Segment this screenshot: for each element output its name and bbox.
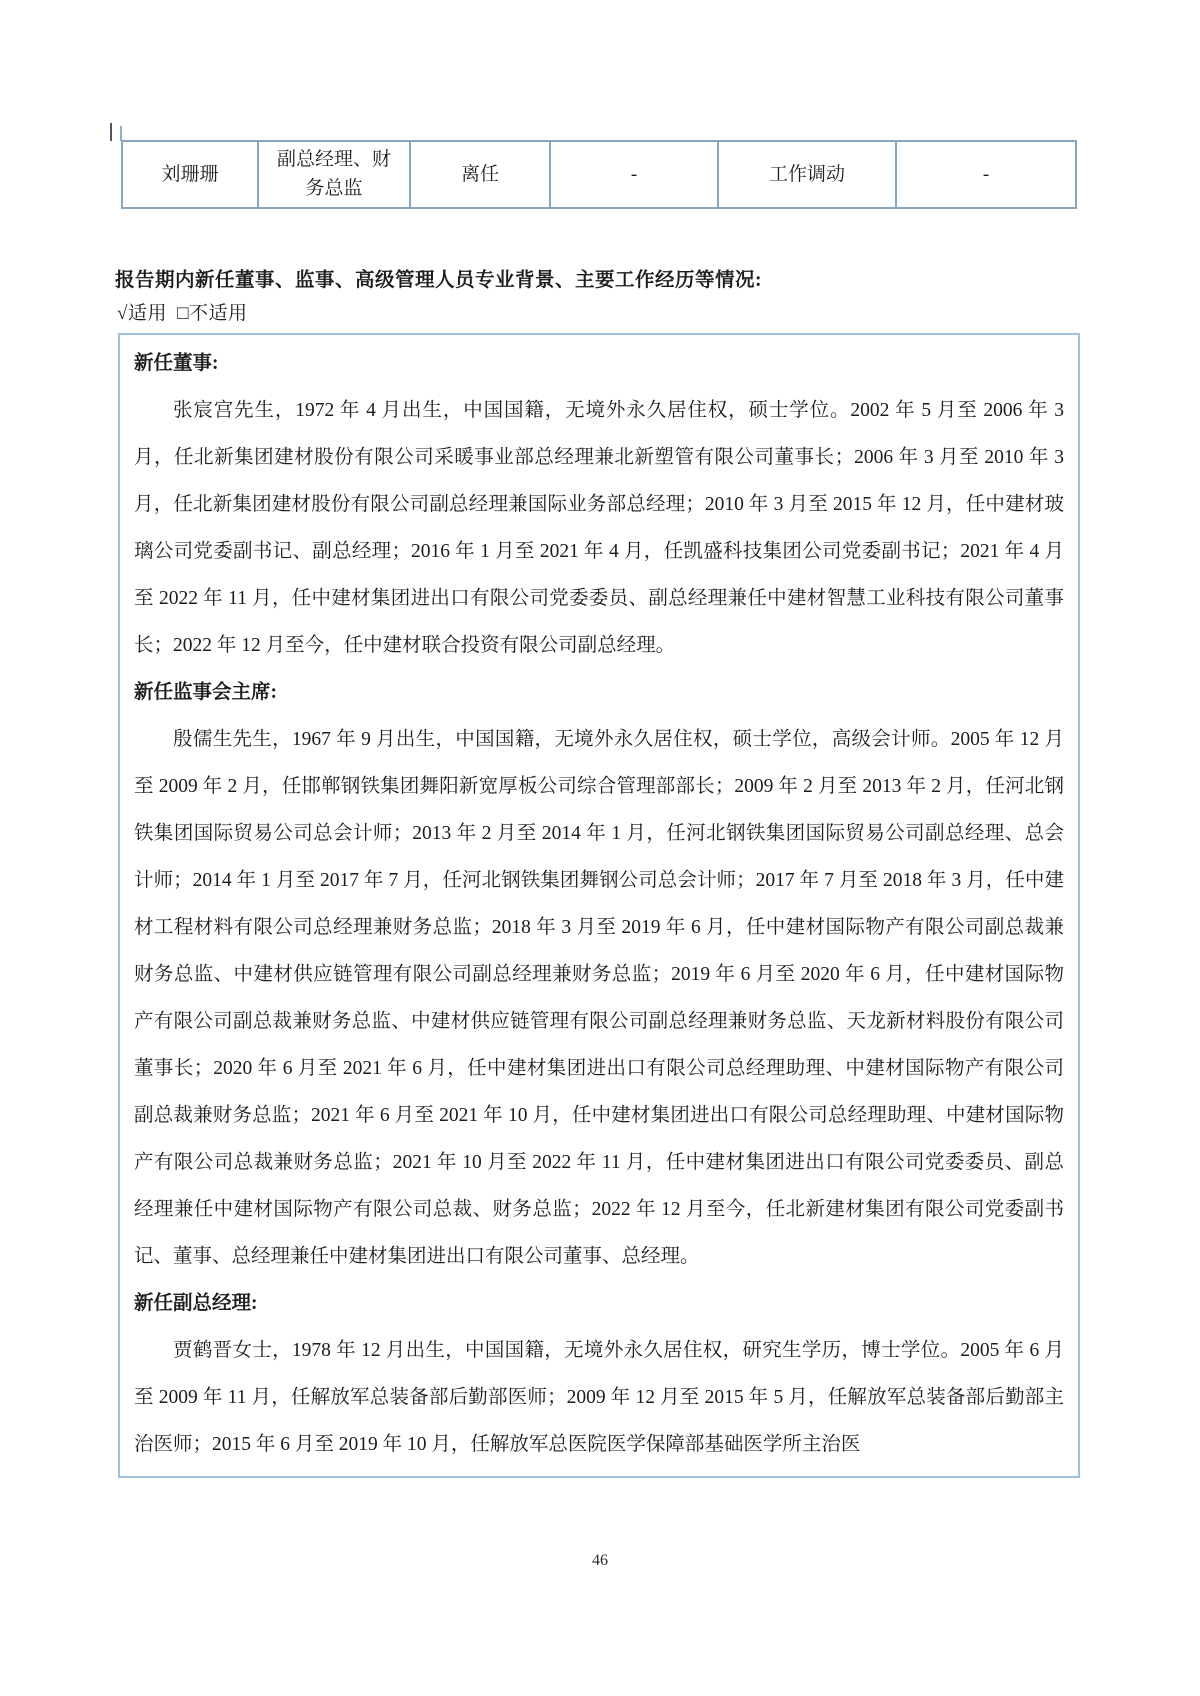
check-mark-icon: √: [117, 303, 128, 324]
scan-artifact-line: [110, 123, 112, 141]
table-cell: 离任: [410, 141, 550, 208]
checkbox-icon: □: [176, 303, 189, 324]
not-applicable-label: 不适用: [188, 303, 248, 324]
box-subheading: 新任董事:: [134, 353, 219, 374]
table-row: [122, 141, 1076, 208]
personnel-change-table: [121, 140, 1077, 209]
box-paragraph: 殷儒生先生，1967 年 9 月出生，中国国籍，无境外永久居住权，硕士学位，高级会计师。2005 年 12 月至 2009 年 2 月，任邯郸钢铁集团舞阳新宽厚板公司综合管理部部长；2009 年 2 月至 2013 年 2 月，任河北钢铁集团国际贸易公司总会计师；2013 年 2 月至 2014 年 1 月，任河北钢铁集团国际贸易公司副总经理、总会计师；2014 年 1 月至 2017 年 7 月，任河北钢铁集团舞钢公司总会计师；2017 年 7 月至 2018 年 3 月，任中建材工程材料有限公司总经理兼财务总监；2018 年 3 月至 2019 年 6 月，任中建材国际物产有限公司副总裁兼财务总监、中建材供应链管理有限公司副总经理兼财务总监；2019 年 6 月至 2020 年 6 月，任中建材国际物产有限公司副总裁兼财务总监、中建材供应链管理有限公司副总经理兼财务总监、天龙新材料股份有限公司董事长；2020 年 6 月至 2021 年 6 月，任中建材集团进出口有限公司总经理助理、中建材国际物产有限公司副总裁兼财务总监；2021 年 6 月至 2021 年 10 月，任中建材集团进出口有限公司总经理助理、中建材国际物产有限公司总裁兼财务总监；2021 年 10 月至 2022 年 11 月，任中建材集团进出口有限公司党委委员、副总经理兼任中建材国际物产有限公司总裁、财务总监；2022 年 12 月至今，任北新建材集团有限公司党委副书记、董事、总经理兼任中建材集团进出口有限公司董事、总经理。: [134, 729, 1064, 1267]
section-heading: 报告期内新任董事、监事、高级管理人员专业背景、主要工作经历等情况:: [115, 270, 762, 291]
content-box: [118, 333, 1080, 1478]
applicable-label: 适用: [127, 303, 167, 324]
table-cell: 刘珊珊: [122, 141, 258, 208]
applicability-line: [117, 298, 247, 325]
scan-artifact-line: [120, 126, 122, 141]
box-subheading: 新任副总经理:: [134, 1293, 258, 1314]
table-cell: -: [550, 141, 718, 208]
table-cell: 副总经理、财务总监: [258, 141, 410, 208]
table-cell: 工作调动: [718, 141, 896, 208]
box-paragraph: 张宸宫先生，1972 年 4 月出生，中国国籍，无境外永久居住权，硕士学位。2002 年 5 月至 2006 年 3 月，任北新集团建材股份有限公司采暖事业部总经理兼北新塑管有限公司董事长；2006 年 3 月至 2010 年 3 月，任北新集团建材股份有限公司副总经理兼国际业务部总经理；2010 年 3 月至 2015 年 12 月，任中建材玻璃公司党委副书记、副总经理；2016 年 1 月至 2021 年 4 月，任凯盛科技集团公司党委副书记；2021 年 4 月至 2022 年 11 月，任中建材集团进出口有限公司党委委员、副总经理兼任中建材智慧工业科技有限公司董事长；2022 年 12 月至今，任中建材联合投资有限公司副总经理。: [134, 400, 1064, 656]
box-subheading: 新任监事会主席:: [134, 682, 277, 703]
page-number: 46: [592, 1552, 608, 1569]
box-paragraph: 贾鹤晋女士，1978 年 12 月出生，中国国籍，无境外永久居住权，研究生学历，博士学位。2005 年 6 月至 2009 年 11 月，任解放军总装备部后勤部医师；2009 年 12 月至 2015 年 5 月，任解放军总装备部后勤部主治医师；2015 年 6 月至 2019 年 10 月，任解放军总医院医学保障部基础医学所主治医: [134, 1340, 1064, 1455]
table-body: [122, 141, 1076, 208]
table-cell: -: [896, 141, 1076, 208]
